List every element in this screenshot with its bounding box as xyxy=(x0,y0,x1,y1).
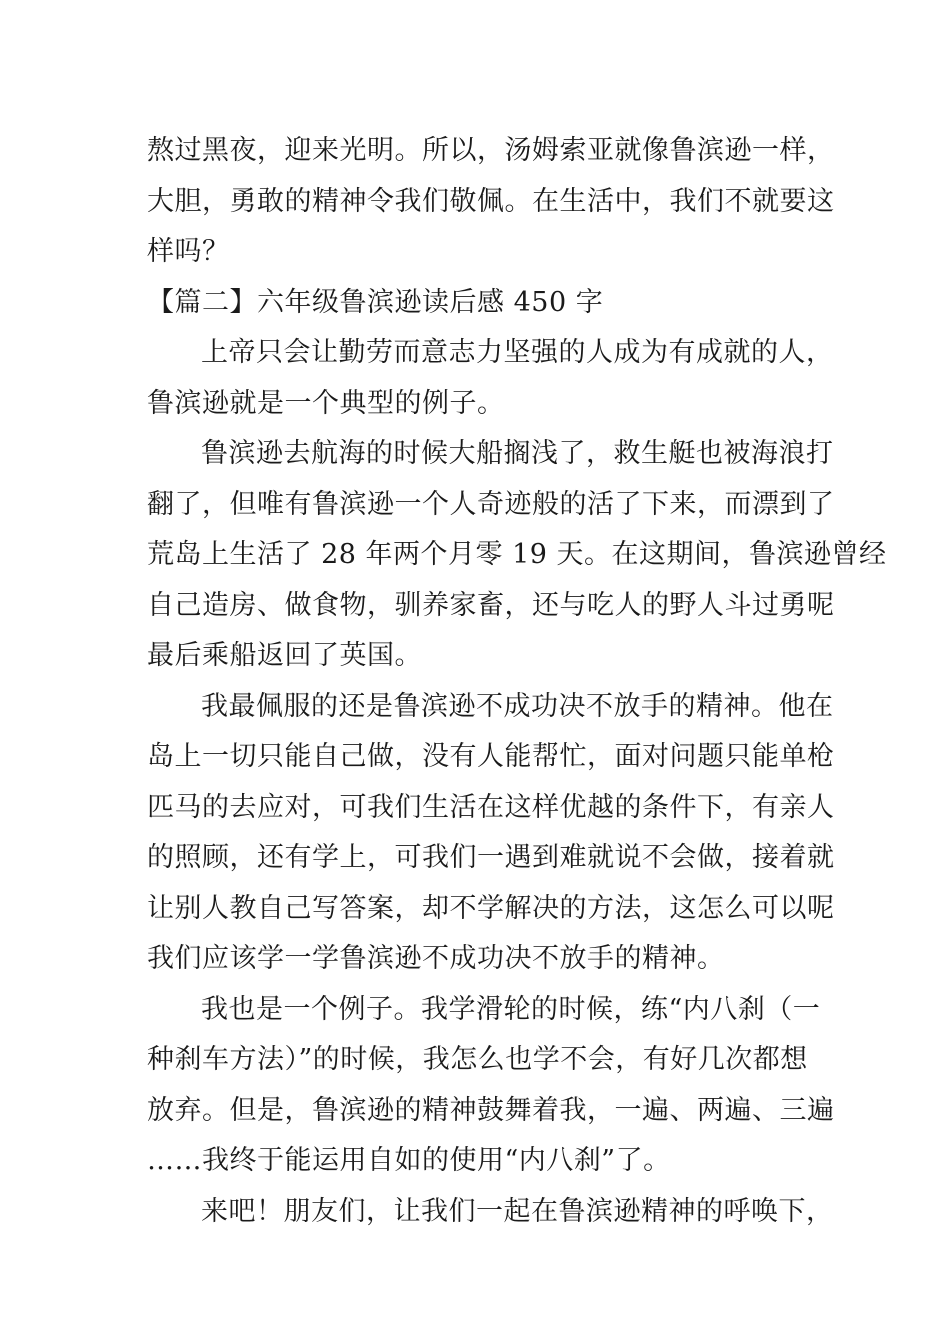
text-line: 自己造房、做食物，驯养家畜，还与吃人的野人斗过勇呢 xyxy=(147,589,835,621)
paragraph xyxy=(147,328,834,429)
text-line: 放弃。但是，鲁滨逊的精神鼓舞着我，一遍、两遍、三遍 xyxy=(147,1094,835,1126)
text-line: 岛上一切只能自己做，没有人能帮忙，面对问题只能单枪 xyxy=(147,741,835,772)
text-line: 最后乘船返回了英国。 xyxy=(147,640,422,671)
text-line: 大胆，勇敢的精神令我们敬佩。在生活中，我们不就要这 xyxy=(147,185,835,217)
text-line: 种刹车方法）”的时候，我怎么也学不会，有好几次都想 xyxy=(147,1044,808,1075)
text-line: 鲁滨逊就是一个典型的例子。 xyxy=(147,387,505,419)
text-line: 来吧！朋友们，让我们一起在鲁滨逊精神的呼唤下， xyxy=(201,1195,834,1227)
paragraph xyxy=(147,126,835,278)
section-heading-text: 【篇二】六年级鲁滨逊读后感 450 字 xyxy=(147,286,604,318)
text-line: 荒岛上生活了 28 年两个月零 19 天。在这期间，鲁滨逊曾经 xyxy=(147,539,887,570)
text-line: ……我终于能运用自如的使用“内八刹”了。 xyxy=(147,1145,671,1176)
text-line: 熬过黑夜，迎来光明。所以，汤姆索亚就像鲁滨逊一样， xyxy=(147,135,835,166)
text-line: 样吗？ xyxy=(147,236,230,267)
text-line: 我也是一个例子。我学滑轮的时候，练“内八刹（一 xyxy=(201,993,821,1025)
paragraph xyxy=(147,1187,834,1238)
paragraph xyxy=(147,682,835,985)
text-line: 我们应该学一学鲁滨逊不成功决不放手的精神。 xyxy=(147,943,725,974)
document-body xyxy=(147,126,887,1237)
paragraph xyxy=(147,429,887,682)
text-line: 让别人教自己写答案，却不学解决的方法，这怎么可以呢 xyxy=(147,892,835,924)
section-heading xyxy=(147,278,812,329)
text-line: 的照顾，还有学上，可我们一遇到难就说不会做，接着就 xyxy=(147,842,835,873)
text-line: 鲁滨逊去航海的时候大船搁浅了，救生艇也被海浪打 xyxy=(201,438,834,469)
paragraph xyxy=(147,985,835,1187)
text-line: 匹马的去应对，可我们生活在这样优越的条件下，有亲人 xyxy=(147,791,835,823)
text-line: 我最佩服的还是鲁滨逊不成功决不放手的精神。他在 xyxy=(201,690,834,722)
text-line: 翻了，但唯有鲁滨逊一个人奇迹般的活了下来，而漂到了 xyxy=(147,488,835,520)
text-line: 上帝只会让勤劳而意志力坚强的人成为有成就的人， xyxy=(201,337,834,368)
